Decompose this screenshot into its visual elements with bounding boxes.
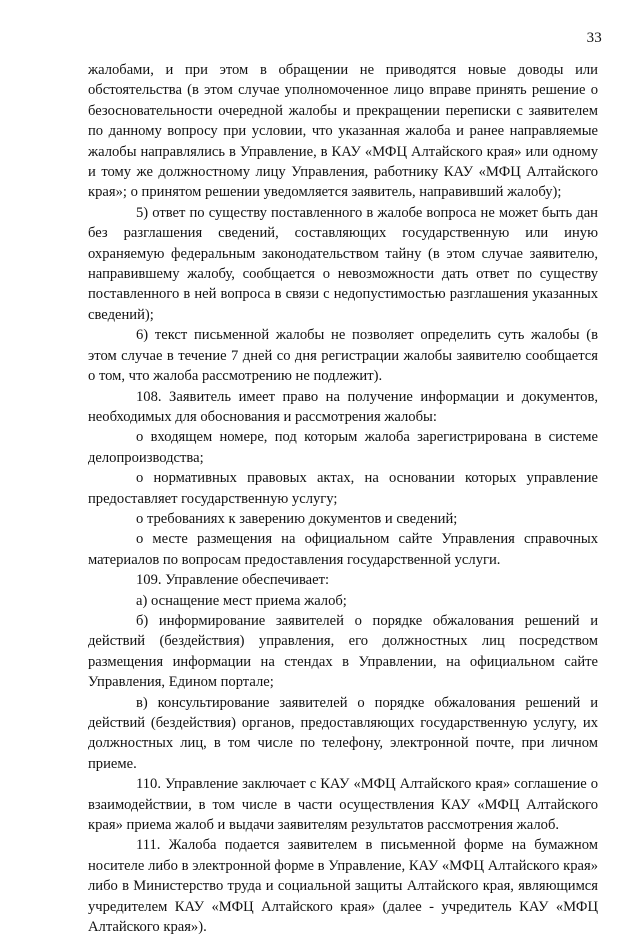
paragraph-109: 109. Управление обеспечивает: xyxy=(136,572,330,589)
paragraph-110: 110. Управление заключает с КАУ «МФЦ Алтайского края» соглашение о взаимодействии, в том числе в части осуществления КАУ «МФЦ Алтайского края» приема жалоб и выдачи заявителям результатов рассмотрения жалоб. xyxy=(88,776,598,834)
paragraph-108-item-reference-materials: о месте размещения на официальном сайте Управления справочных материалов по вопросам предоставления государственной услуги. xyxy=(88,531,598,568)
paragraph-continuation: жалобами, и при этом в обращении не приводятся новые доводы или обстоятельства (в этом случае уполномоченное лицо вправе принять решение о безосновательности очередной жалобы и прекращении переписки с заявителем по данному вопросу при условии, что указанная жалоба и ранее направляемые жалобы направлялись в Управление, в КАУ «МФЦ Алтайского края» или одному и тому же должностному лицу Управления, работнику КАУ «МФЦ Алтайского края»; о принятом решении уведомляется заявитель, направивший жалобу); xyxy=(88,62,598,201)
paragraph-109-item-a: а) оснащение мест приема жалоб; xyxy=(136,592,347,609)
document-body xyxy=(88,60,598,937)
paragraph-item-6: 6) текст письменной жалобы не позволяет определить суть жалобы (в этом случае в течение 7 дней со дня регистрации жалобы заявителю сообщается о том, что жалоба рассмотрению не подлежит). xyxy=(88,327,598,385)
paragraph-109-item-c: в) консультирование заявителей о порядке обжалования решений и действий (бездействия) органов, предоставляющих государственную услугу, их должностных лиц, в том числе по телефону, электронной почте, при личном приеме. xyxy=(88,694,598,772)
paragraph-108-item-certification: о требованиях к заверению документов и сведений; xyxy=(136,510,458,527)
paragraph-111: 111. Жалоба подается заявителем в письменной форме на бумажном носителе либо в электронной форме в Управление, КАУ «МФЦ Алтайского края» либо в Министерство труда и социальной защиты Алтайского края, являющимся учредителем КАУ «МФЦ Алтайского края» (далее - учредитель КАУ «МФЦ Алтайского края»). xyxy=(88,837,598,936)
paragraph-108-item-normative-acts: о нормативных правовых актах, на основании которых управление предоставляет государственную услугу; xyxy=(88,470,598,507)
page-number: 33 xyxy=(586,30,602,46)
paragraph-item-5: 5) ответ по существу поставленного в жалобе вопроса не может быть дан без разглашения сведений, составляющих государственную или иную охраняемую федеральным законодательством тайну (в этом случае заявителю, направившему жалобу, сообщается о невозможности дать ответ по существу поставленного в ней вопроса в связи с недопустимостью разглашения указанных сведений); xyxy=(88,204,598,323)
paragraph-108-item-incoming-number: о входящем номере, под которым жалоба зарегистрирована в системе делопроизводства; xyxy=(88,429,598,466)
paragraph-108: 108. Заявитель имеет право на получение информации и документов, необходимых для обоснования и рассмотрения жалобы: xyxy=(88,388,598,425)
paragraph-109-item-b: б) информирование заявителей о порядке обжалования решений и действий (бездействия) управления, его должностных лиц посредством размещения информации на стендах в Управлении, на официальном сайте Управления, Едином портале; xyxy=(88,612,598,691)
